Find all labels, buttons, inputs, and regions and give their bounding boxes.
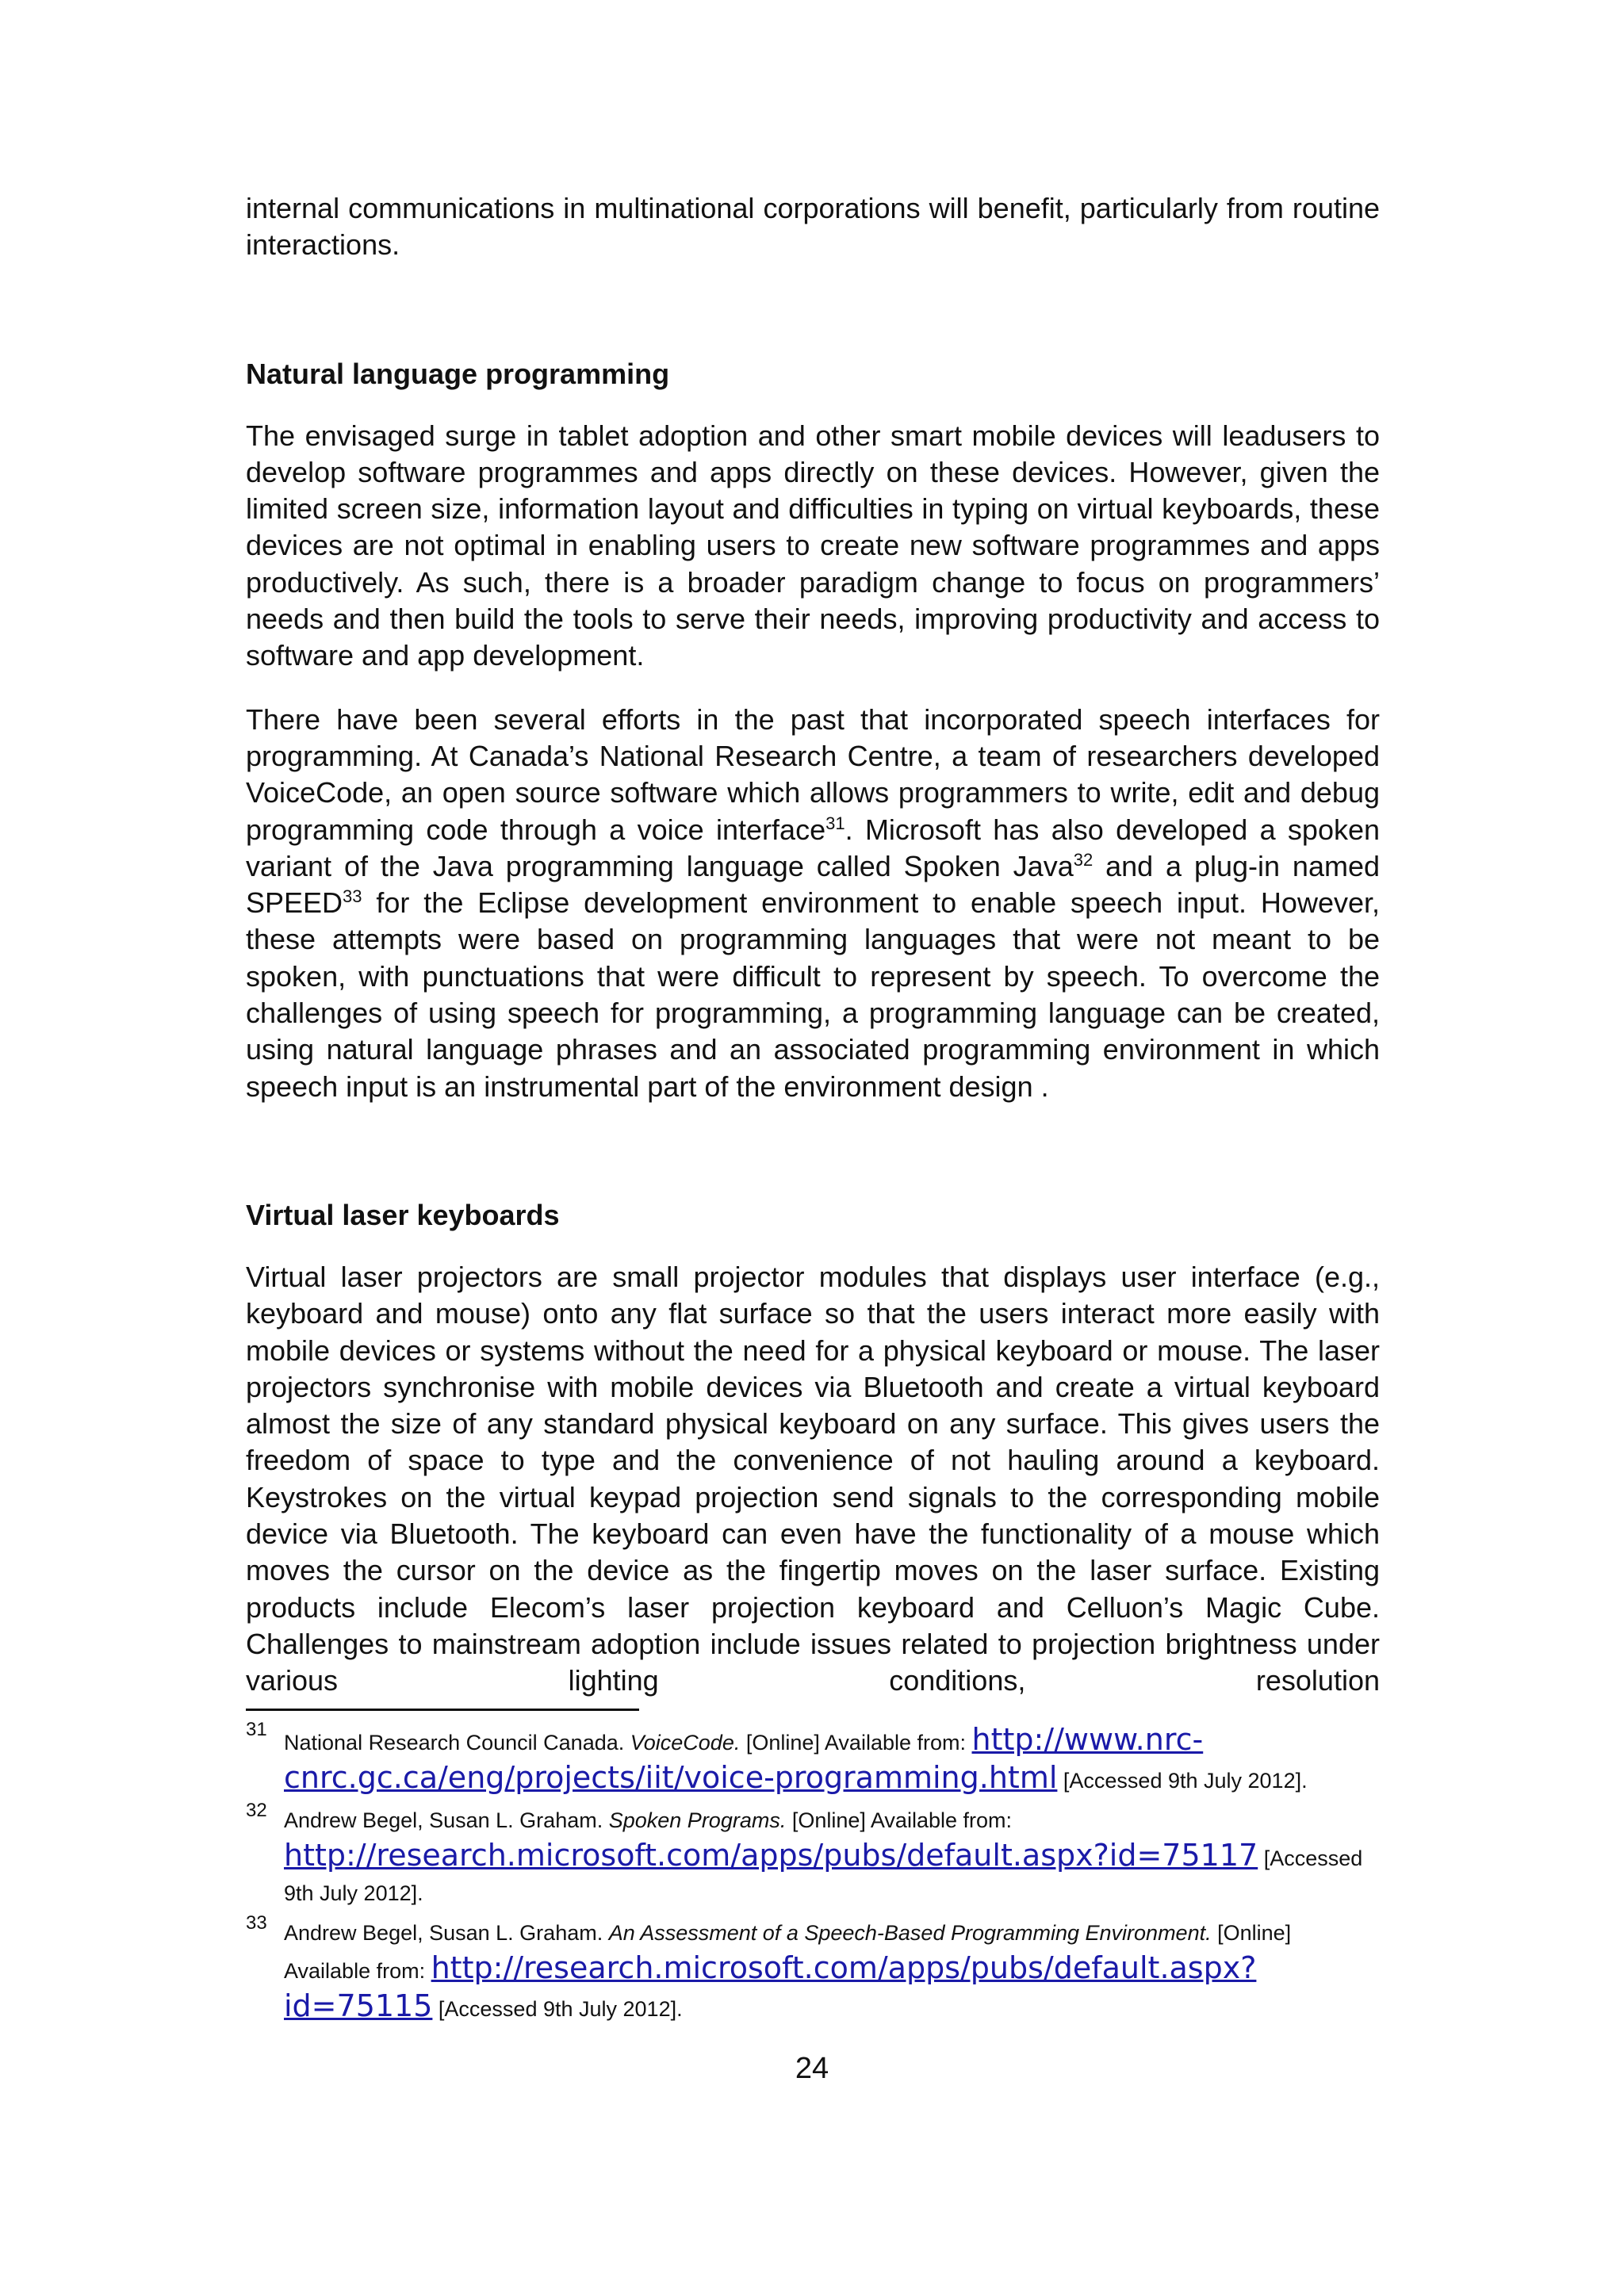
nlp-paragraph-2-text: There have been several efforts in the past that incorporated speech interfaces for programming. At Canada’s National Research Centre, a team of researchers developed VoiceCode, an open source software which allows programmers to write, edit and debug programming code through a voice interface	[246, 702, 1380, 846]
footnote-accessed: [Accessed 9th July 2012].	[432, 1997, 683, 2021]
footnote-text: Andrew Begel, Susan L. Graham.	[284, 1808, 609, 1832]
footnote-32	[246, 1800, 1380, 1911]
footnote-number: 32	[246, 1800, 267, 1821]
footnote-accessed: [Accessed 9th July 2012].	[284, 1846, 1363, 1905]
nlp-paragraph-2-text: . Microsoft has also developed a spoken variant of the Java programming language called Spoken Java	[246, 813, 1381, 882]
footnote-accessed: [Accessed 9th July 2012].	[1057, 1769, 1308, 1793]
footnote-ref-31[interactable]: 31	[825, 813, 845, 833]
nlp-paragraph-1: The envisaged surge in tablet adoption and other smart mobile devices will leadusers to develop software programmes and apps directly on these devices. However, given the limited screen size, information layout and difficulties in typing on virtual keyboards, these devices are not optimal in enabling users to create new software programmes and apps productively. As such, there is a broader paradigm change to focus on programmers’ needs and then build the tools to serve their needs, improving productivity and access to software and app development.	[246, 419, 1380, 672]
section-heading-virtual-laser-keyboards: Virtual laser keyboards	[246, 1198, 560, 1231]
footnote-text: [Online] Available from:	[284, 1921, 1292, 1983]
footnote-link[interactable]: http://research.microsoft.com/apps/pubs/default.aspx?id=75117	[284, 1838, 1258, 1873]
footnote-text: [Online] Available from:	[740, 1731, 972, 1755]
footnote-31	[246, 1719, 1380, 1798]
footnote-link[interactable]: http://www.nrc-cnrc.gc.ca/eng/projects/iit/voice-programming.html	[284, 1722, 1204, 1795]
page-number: 24	[795, 2052, 829, 2085]
footnote-separator	[246, 1709, 639, 1711]
footnote-link[interactable]: http://research.microsoft.com/apps/pubs/default.aspx?id=75115	[284, 1950, 1257, 2023]
section-heading-natural-language-programming: Natural language programming	[246, 357, 670, 390]
footnote-text: National Research Council Canada.	[284, 1731, 630, 1755]
nlp-paragraph-2-text: and a plug-in named SPEED	[246, 849, 1380, 920]
footnote-title: Spoken Programs.	[608, 1808, 787, 1832]
footnotes	[246, 1719, 1380, 2031]
footnote-ref-33[interactable]: 33	[343, 886, 362, 907]
footnote-ref-32[interactable]: 32	[1073, 849, 1094, 870]
footnote-title: An Assessment of a Speech-Based Programming Environment.	[608, 1921, 1212, 1945]
intro-paragraph: internal communications in multinational corporations will benefit, particularly from routine interactions.	[246, 192, 1380, 262]
main-content	[246, 190, 1380, 1700]
nlp-paragraph-2	[246, 702, 1380, 1105]
footnote-number: 33	[246, 1912, 267, 1934]
vlk-paragraph-1: Virtual laser projectors are small projector modules that displays user interface (e.g., keyboard and mouse) onto any flat surface so that the users interact more easily with mobile devices or systems without the need for a physical keyboard or mouse. The laser projectors synchronise with mobile devices via Bluetooth and create a virtual keyboard almost the size of any standard physical keyboard on any surface. This gives users the freedom of space to type and the convenience of not hauling around a keyboard. Keystrokes on the virtual keypad projection send signals to the corresponding mobile device via Bluetooth. The keyboard can even have the functionality of a mouse which moves the cursor on the device as the fingertip moves on the laser surface. Existing products include Elecom’s laser projection keyboard and Celluon’s Magic Cube. Challenges to mainstream adoption include issues related to projection brightness under various lighting conditions, resolution	[246, 1260, 1380, 1697]
footnote-33	[246, 1912, 1380, 2026]
footnote-title: VoiceCode.	[630, 1731, 741, 1755]
nlp-paragraph-2-text: for the Eclipse development environment to enable speech input. However, these attempts were based on programming languages that were not meant to be spoken, with punctuations that were difficult to represent by speech. To overcome the challenges of using speech for programming, a programming language can be created, using natural language phrases and an associated programming environment in which speech input is an instrumental part of the environment design .	[246, 886, 1380, 1103]
footnote-text: [Online] Available from:	[786, 1808, 1012, 1832]
footnote-number: 31	[246, 1719, 267, 1740]
footnote-text: Andrew Begel, Susan L. Graham.	[284, 1921, 609, 1945]
